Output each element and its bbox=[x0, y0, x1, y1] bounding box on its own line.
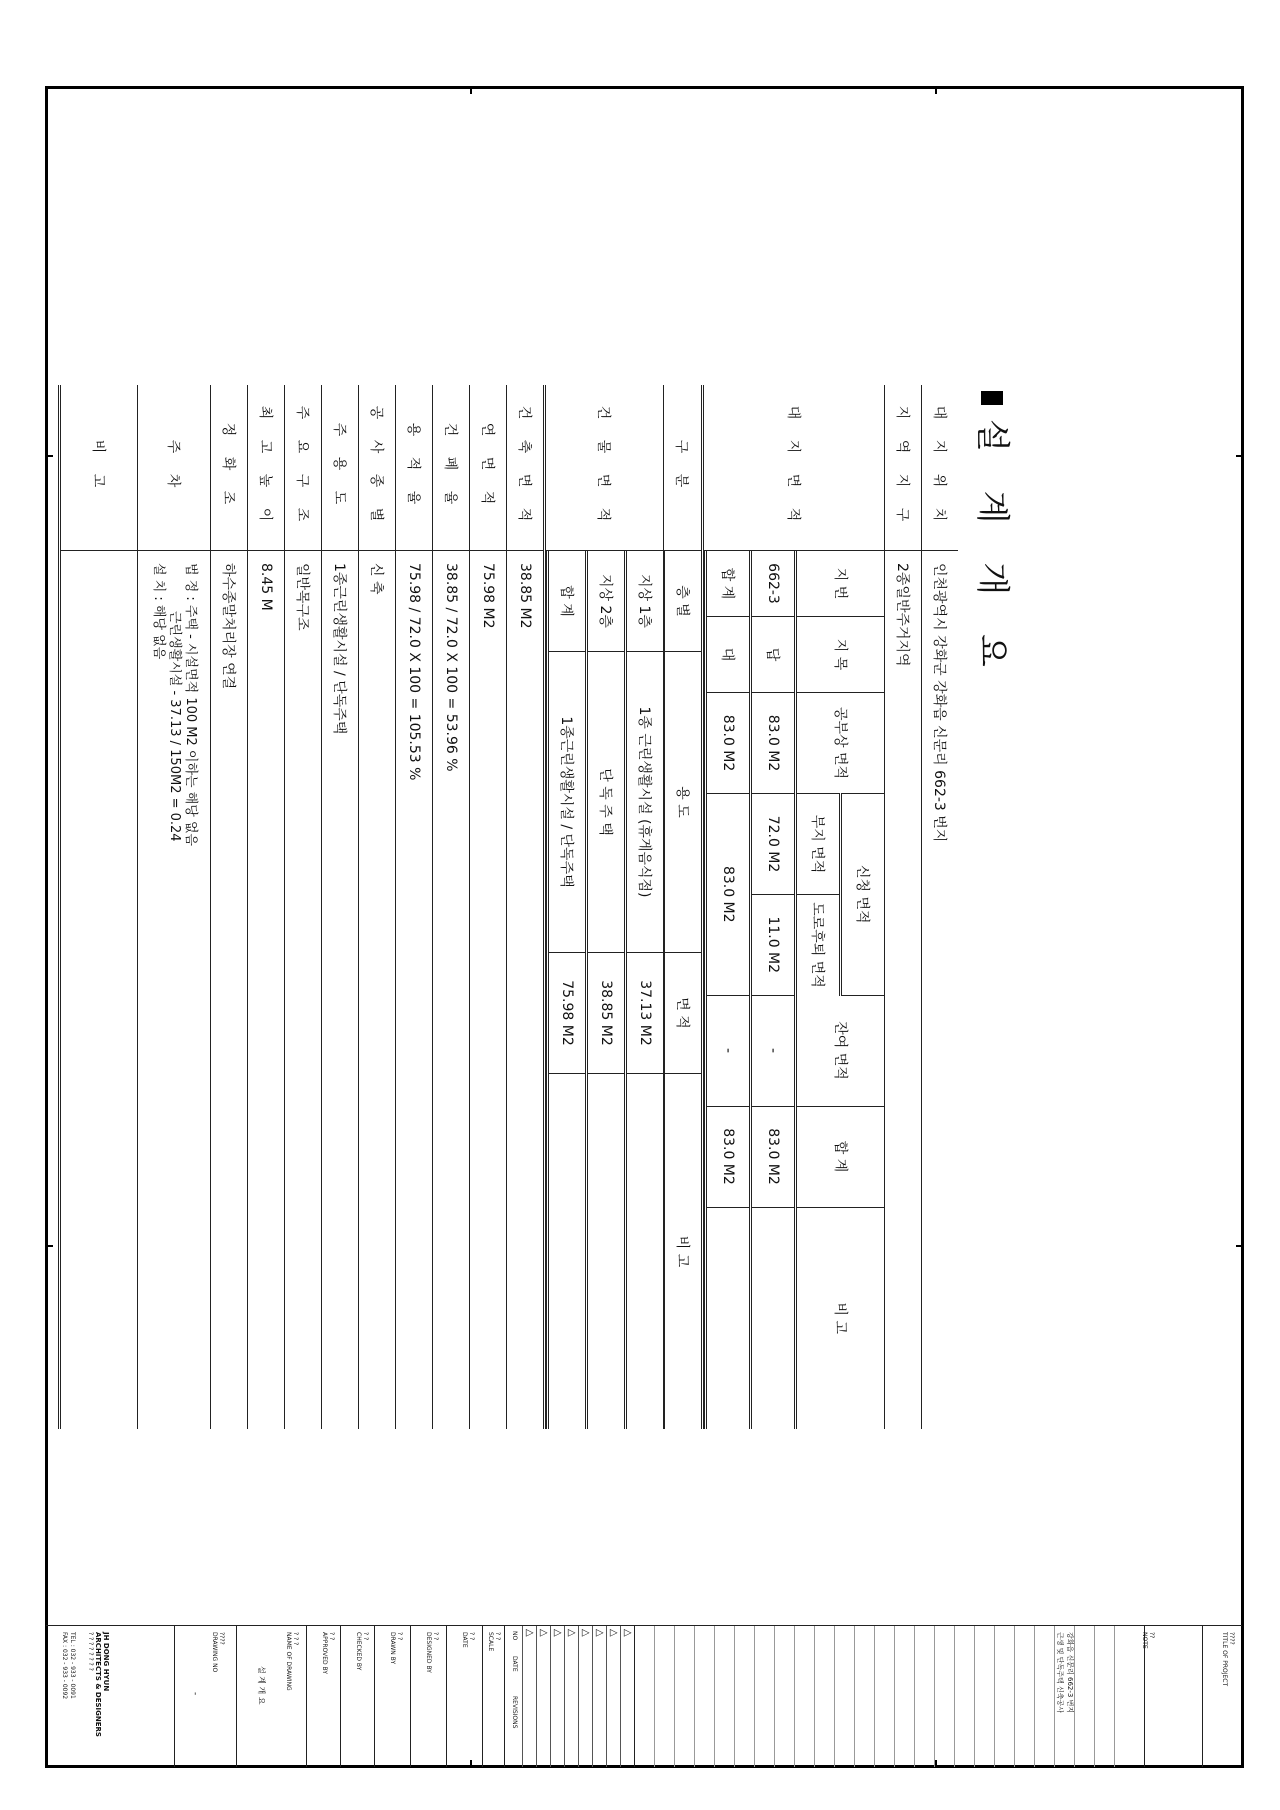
col-header: 비 고 bbox=[665, 1074, 702, 1430]
cell: 75.98 M2 bbox=[548, 953, 587, 1074]
rev-date-label: DATE bbox=[511, 1656, 518, 1672]
note-line bbox=[854, 1626, 875, 1767]
col-header: 도로후퇴 면적 bbox=[796, 895, 841, 996]
site-area-label: 대 지 면 적 bbox=[703, 385, 885, 551]
note-line bbox=[734, 1626, 755, 1767]
cell: 대 bbox=[706, 617, 751, 693]
table-row bbox=[248, 385, 285, 1429]
table-row bbox=[548, 551, 587, 1429]
cell: 83.0 M2 bbox=[751, 693, 796, 794]
cell: 지상 1층 bbox=[626, 551, 664, 652]
table-row bbox=[706, 551, 751, 1429]
rev-no-label: NO bbox=[511, 1631, 518, 1641]
col-header: 지 번 bbox=[796, 551, 884, 617]
cell: - bbox=[706, 995, 751, 1106]
table-row bbox=[841, 551, 884, 1429]
revision-triangle-icon: △ bbox=[608, 1629, 619, 1637]
zoning-label: 지 역 지 구 bbox=[885, 385, 922, 551]
cell bbox=[626, 1074, 664, 1430]
cell: 11.0 M2 bbox=[751, 895, 796, 996]
col-header: 면 적 bbox=[665, 953, 702, 1074]
table-row bbox=[60, 385, 138, 1429]
note-line bbox=[914, 1626, 935, 1767]
building-area-header-cell bbox=[664, 551, 703, 1430]
construction-type-value: 신 축 bbox=[359, 551, 396, 1430]
note-line bbox=[974, 1626, 995, 1767]
cell: 38.85 M2 bbox=[587, 953, 626, 1074]
coverage-ratio-value: 38.85 / 72.0 X 100 = 53.96 % bbox=[433, 551, 470, 1430]
approved-label: ? ? APPROVED BY bbox=[321, 1632, 335, 1675]
project-name: 강화읍 신문리 662-3 번지 근생 및 단독주택 신축공사 bbox=[1056, 1632, 1074, 1714]
note-line bbox=[694, 1626, 715, 1767]
note-line bbox=[934, 1626, 955, 1767]
col-header: 층 별 bbox=[665, 551, 702, 652]
note-line bbox=[1074, 1626, 1095, 1767]
note-line bbox=[1034, 1626, 1055, 1767]
note-label: ?? NOTE bbox=[1141, 1632, 1155, 1649]
table-row bbox=[587, 551, 626, 1429]
table-row bbox=[507, 385, 545, 1429]
approved-cell bbox=[306, 1626, 341, 1767]
building-coverage-value: 38.85 M2 bbox=[507, 551, 545, 1430]
frame-tick bbox=[1236, 455, 1244, 457]
scale-label: ? ? SCALE bbox=[487, 1632, 501, 1652]
site-area-cell bbox=[703, 551, 885, 1430]
table-row bbox=[626, 551, 664, 1429]
category-label: 구 분 bbox=[664, 385, 703, 551]
col-header: 용 도 bbox=[665, 652, 702, 953]
drawn-label: ? ? DRAWN BY bbox=[389, 1632, 403, 1665]
revision-triangle-icon: △ bbox=[622, 1629, 633, 1637]
revision-row bbox=[550, 1626, 565, 1767]
firm-cell bbox=[46, 1626, 174, 1767]
main-structure-value: 일반목구조 bbox=[285, 551, 322, 1430]
table-row bbox=[665, 551, 702, 1429]
rev-revisions-label: REVISIONS bbox=[511, 1696, 518, 1729]
note-line bbox=[894, 1626, 915, 1767]
remarks-label: 비 고 bbox=[60, 385, 138, 551]
table-row bbox=[138, 385, 211, 1429]
firm-fax: FAX : 032 - 933 - 0092 bbox=[61, 1632, 68, 1700]
project-cell bbox=[1202, 1626, 1243, 1767]
revision-row bbox=[564, 1626, 579, 1767]
site-location-value: 인천광역시 강화군 강화읍 신문리 662-3 번지 bbox=[922, 551, 959, 1430]
cell: 83.0 M2 bbox=[706, 1106, 751, 1207]
max-height-label: 최 고 높 이 bbox=[248, 385, 285, 551]
revision-header bbox=[504, 1626, 523, 1767]
revision-triangle-icon: △ bbox=[580, 1629, 591, 1637]
note-line bbox=[954, 1626, 975, 1767]
total-floor-area-value: 75.98 M2 bbox=[470, 551, 507, 1430]
frame-tick bbox=[45, 455, 53, 457]
cell: 단 독 주 택 bbox=[587, 652, 626, 953]
floor-area-ratio-value: 75.98 / 72.0 X 100 = 105.53 % bbox=[396, 551, 433, 1430]
cell: 83.0 M2 bbox=[706, 693, 751, 794]
table-row bbox=[433, 385, 470, 1429]
cell: 72.0 M2 bbox=[751, 794, 796, 895]
revision-triangle-icon: △ bbox=[524, 1629, 535, 1637]
project-label: ???? TITLE OF PROJECT bbox=[1221, 1632, 1235, 1687]
revision-triangle-icon: △ bbox=[566, 1629, 577, 1637]
date-cell bbox=[446, 1626, 483, 1767]
firm-name: JH DONG HYUN ARCHITECTS & DESIGNERS bbox=[94, 1632, 110, 1737]
cell: 1종근린생활시설 / 단독주택 bbox=[548, 652, 587, 953]
firm-tel: TEL : 032 - 933 - 0091 bbox=[69, 1632, 76, 1699]
note-cell bbox=[1056, 1626, 1203, 1767]
cell: 83.0 M2 bbox=[706, 794, 751, 996]
checked-label: ? ? CHECKED BY bbox=[355, 1632, 369, 1671]
blank-col bbox=[634, 1626, 655, 1767]
note-line bbox=[1014, 1626, 1035, 1767]
note-line bbox=[674, 1626, 695, 1767]
revision-triangle-icon: △ bbox=[552, 1629, 563, 1637]
note-line bbox=[754, 1626, 775, 1767]
drawing-name-label: ? ? ? NAME OF DRAWING bbox=[285, 1632, 299, 1691]
table-row bbox=[211, 385, 248, 1429]
cell: 합 계 bbox=[706, 551, 751, 617]
main-structure-label: 주 요 구 조 bbox=[285, 385, 322, 551]
note-line bbox=[834, 1626, 855, 1767]
table-row bbox=[470, 385, 507, 1429]
scale-cell bbox=[482, 1626, 505, 1767]
note-line bbox=[874, 1626, 895, 1767]
cell bbox=[751, 1207, 796, 1429]
revision-row bbox=[578, 1626, 593, 1767]
note-line bbox=[654, 1626, 675, 1767]
septic-value: 하수종말처리장 연결 bbox=[211, 551, 248, 1430]
coverage-ratio-label: 건 폐 율 bbox=[433, 385, 470, 551]
parking-label: 주 차 bbox=[138, 385, 211, 551]
revision-row bbox=[522, 1626, 537, 1767]
construction-type-label: 공 사 종 별 bbox=[359, 385, 396, 551]
cell: 지상 2층 bbox=[587, 551, 626, 652]
col-header: 잔여 면적 bbox=[796, 995, 884, 1106]
drawing-name-cell bbox=[236, 1626, 307, 1767]
title-bullet-icon bbox=[981, 391, 1003, 405]
parking-line: 법 정 : 주택 - 시설면적 100 M2 이하는 해당 없음 bbox=[183, 563, 198, 847]
cell: 1종 근린생활시설 (휴게음식점) bbox=[626, 652, 664, 953]
cell: 662-3 bbox=[751, 551, 796, 617]
firm-korean: ? ? ? ? ? ? ? ? bbox=[87, 1632, 94, 1671]
parking-line: 근린생활시설 - 37.13 / 150M2 = 0.24 bbox=[167, 611, 182, 842]
col-header: 지 목 bbox=[796, 617, 884, 693]
parking-value bbox=[138, 551, 211, 1430]
checked-cell bbox=[340, 1626, 375, 1767]
parking-line: 설 치 : 해당 없음 bbox=[151, 563, 166, 660]
frame-tick bbox=[1236, 1245, 1244, 1247]
cell: 답 bbox=[751, 617, 796, 693]
building-area-label: 건 물 면 적 bbox=[545, 385, 664, 551]
revision-row bbox=[620, 1626, 635, 1767]
revision-row bbox=[606, 1626, 621, 1767]
table-row bbox=[285, 385, 322, 1429]
col-header: 신청 면적 bbox=[841, 794, 884, 996]
title-block bbox=[46, 1625, 1242, 1767]
col-header: 부지 면적 bbox=[796, 794, 841, 895]
main-use-label: 주 용 도 bbox=[322, 385, 359, 551]
cell: 37.13 M2 bbox=[626, 953, 664, 1074]
revision-row bbox=[592, 1626, 607, 1767]
cell: - bbox=[751, 995, 796, 1106]
note-line bbox=[994, 1626, 1015, 1767]
drawing-name: 설 계 개 요 bbox=[257, 1666, 266, 1705]
cell: 합 계 bbox=[548, 551, 587, 652]
site-location-label: 대 지 위 치 bbox=[922, 385, 959, 551]
drawn-cell bbox=[374, 1626, 411, 1767]
building-area-cell bbox=[545, 551, 664, 1430]
note-line bbox=[774, 1626, 795, 1767]
table-row bbox=[922, 385, 959, 1429]
main-use-value: 1종근린생활시설 / 단독주택 bbox=[322, 551, 359, 1430]
septic-label: 정 화 조 bbox=[211, 385, 248, 551]
cell: 83.0 M2 bbox=[751, 1106, 796, 1207]
table-row bbox=[322, 385, 359, 1429]
floor-area-ratio-label: 용 적 율 bbox=[396, 385, 433, 551]
max-height-value: 8.45 M bbox=[248, 551, 285, 1430]
table-row bbox=[885, 385, 922, 1429]
col-header: 비 고 bbox=[796, 1207, 884, 1429]
drawing-no: - bbox=[190, 1692, 200, 1696]
table-row bbox=[703, 385, 885, 1429]
design-overview-table bbox=[58, 385, 958, 1429]
designed-label: ? ? DESIGNED BY bbox=[425, 1632, 439, 1673]
cell bbox=[587, 1074, 626, 1430]
cell bbox=[548, 1074, 587, 1430]
page-title-text: 설 계 개 요 bbox=[972, 419, 1012, 681]
note-line bbox=[794, 1626, 815, 1767]
revision-triangle-icon: △ bbox=[538, 1629, 549, 1637]
page-title bbox=[971, 391, 1020, 681]
table-row bbox=[751, 551, 796, 1429]
designed-cell bbox=[410, 1626, 447, 1767]
frame-tick bbox=[45, 1245, 53, 1247]
table-row bbox=[545, 385, 664, 1429]
note-line bbox=[1114, 1626, 1135, 1767]
table-row bbox=[359, 385, 396, 1429]
building-coverage-label: 건 축 면 적 bbox=[507, 385, 545, 551]
drawing-no-cell bbox=[174, 1626, 237, 1767]
zoning-value: 2종일반주거지역 bbox=[885, 551, 922, 1430]
note-line bbox=[714, 1626, 735, 1767]
site-area-table bbox=[704, 551, 884, 1429]
table-row bbox=[396, 385, 433, 1429]
building-area-header bbox=[664, 551, 701, 1429]
remarks-value bbox=[60, 551, 138, 1430]
revision-row bbox=[536, 1626, 551, 1767]
col-header: 공부상 면적 bbox=[796, 693, 884, 794]
total-floor-area-label: 연 면 적 bbox=[470, 385, 507, 551]
date-label: ? ? DATE bbox=[461, 1632, 475, 1648]
col-header: 합 계 bbox=[796, 1106, 884, 1207]
note-line bbox=[1094, 1626, 1115, 1767]
building-area-table bbox=[546, 551, 663, 1429]
cell bbox=[706, 1207, 751, 1429]
table-row bbox=[664, 385, 703, 1429]
revision-triangle-icon: △ bbox=[594, 1629, 605, 1637]
drawing-no-label: ???? DRAWING NO bbox=[211, 1632, 225, 1673]
note-line bbox=[814, 1626, 835, 1767]
